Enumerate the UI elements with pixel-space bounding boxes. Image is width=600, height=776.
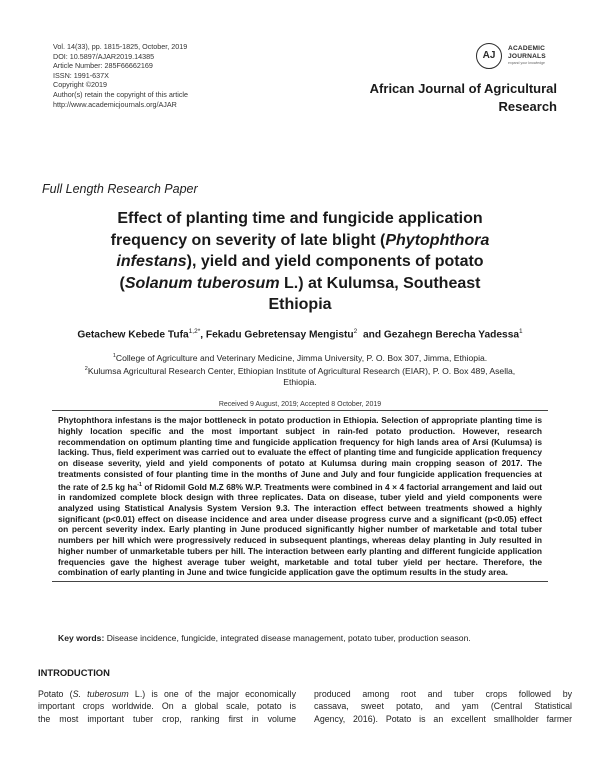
intro-column-1 — [38, 688, 296, 725]
title-species-italic: infestans — [116, 253, 187, 270]
abstract-text-part2: of Ridomil Gold M.Z 68% W.P. Treatments were combined in 4 × 4 factorial arrangement and laid out in randomized complete block design with three replicates. Data on disease, tuber yield and yield components were analyzed using Statistical Analysis System Version 9.3. The interaction effect between treatments showed a highly significant (p<0.01) effect on disease incidence and area under disease progress curve and a significant (p<0.05) effect on percent severity index. Early planting in June produced significantly higher number of marketable and total tuber numbers per hill which were progressively reduced in subsequent plantings, whereas delay planting in July resulted in higher number of unmarketable tubers per hill. The interaction between early planting and different fungicide application frequencies gave the highest average tuber weight, marketable and total tuber yield per hectare. Therefore, the combination of early planting in June and twice fungicide application gave the optimum results in the study area. — [58, 481, 542, 578]
meta-rights: Author(s) retain the copyright of this article — [53, 89, 189, 99]
intro-text: Potato ( — [38, 689, 73, 699]
paper-title — [40, 208, 560, 316]
keywords-label: Key words: — [58, 633, 105, 643]
intro-text: L.) is one of the major economically — [128, 689, 296, 699]
received-dates: Received 9 August, 2019; Accepted 8 October, 2019 — [218, 401, 382, 408]
title-line-5: Ethiopia — [268, 296, 332, 313]
logo-tagline: expand your knowledge — [508, 61, 545, 65]
journal-name-line2: Research — [498, 99, 557, 114]
meta-issn: ISSN: 1991-637X — [53, 70, 109, 80]
meta-url[interactable]: http://www.academicjournals.org/AJAR — [53, 99, 177, 109]
author-1-affil: 1,2* — [188, 328, 201, 335]
article-metadata — [53, 42, 188, 109]
paper-type: Full Length Research Paper — [42, 182, 198, 196]
intro-col2-line2: cassava, sweet potato, and yam (Central Statistical — [314, 701, 572, 712]
author-1: Getachew Kebede Tufa — [77, 329, 189, 341]
affiliations — [40, 351, 560, 388]
title-text: L.) at Kulumsa, Southeast — [279, 274, 481, 292]
affiliation-2 — [40, 364, 560, 377]
author-3-affil: 1 — [519, 328, 523, 335]
title-text: ), yield and yield components of potato — [186, 253, 484, 270]
logo-name — [508, 45, 546, 60]
journal-name-line1: African Journal of Agricultural — [369, 81, 557, 96]
meta-copyright: Copyright ©2019 — [53, 80, 108, 90]
author-2-affil: 2 — [353, 328, 358, 335]
intro-col1-line3: the most important tuber crop, ranking first in volume — [38, 713, 296, 724]
logo-name-line2: JOURNALS — [508, 52, 546, 60]
introduction-heading: INTRODUCTION — [38, 667, 110, 678]
affiliation-2-number: 2 — [84, 365, 88, 372]
affiliation-2-text: Kulumsa Agricultural Research Center, Ethiopian Institute of Agricultural Research (EIAR), P. O. Box 489, Asella, — [87, 365, 516, 376]
meta-article-number: Article Number: 285F66662169 — [53, 61, 153, 71]
abstract-unit-sup: -1 — [137, 481, 142, 488]
author-3: and Gezahegn Berecha Yadessa — [357, 329, 520, 341]
meta-volume: Vol. 14(33), pp. 1815-1825, October, 2019 — [53, 42, 188, 51]
title-species-italic: Phytophthora — [385, 231, 490, 249]
intro-column-2 — [314, 688, 572, 725]
affiliation-2-cont: Ethiopia. — [283, 376, 317, 387]
academic-journals-logo — [476, 41, 586, 75]
author-2: , Fekadu Gebretensay Mengistu — [200, 329, 354, 341]
title-species-italic: Solanum tuberosum — [124, 274, 280, 292]
title-text: ( — [119, 274, 125, 292]
abstract-text-part1: Phytophthora infestans is the major bottleneck in potato production in Ethiopia. Selection of appropriate planting time is highly location specific and the most important subject in rain-fed potato production. However, research recommendation on optimum planting time and fungicide application frequency for high lands area of Arsi (Kulumsa) is lacking. Thus, field experiment was carried out to evaluate the effect of planting time and fungicide application frequency on disease severity, yield and yield components of potato at Kulumsa during main cropping season of 2017. The treatments consisted of four planting time in the months of June and July and four fungicide application frequencies at the rate of 2.5 kg ha — [58, 415, 542, 492]
author-list — [30, 328, 570, 340]
intro-species-italic: S. tuberosum — [72, 689, 129, 699]
abstract — [52, 410, 548, 582]
keywords-text: Disease incidence, fungicide, integrated disease management, potato tuber, production season. — [104, 633, 471, 643]
title-text: frequency on severity of late blight ( — [110, 231, 386, 249]
title-line-4 — [40, 273, 560, 295]
keywords — [58, 633, 558, 643]
journal-name — [337, 80, 557, 116]
logo-name-line1: ACADEMIC — [508, 45, 546, 52]
intro-col2-line3: Agency, 2016). Potato is an excellent smallholder farmer — [314, 713, 572, 724]
aj-logo-icon: AJ — [476, 43, 502, 69]
intro-col1-line2: important crops worldwide. On a global scale, potato is — [38, 701, 296, 712]
intro-col1-line1 — [38, 688, 296, 700]
title-line-1: Effect of planting time and fungicide application — [117, 210, 483, 227]
affiliation-1-number: 1 — [112, 353, 116, 359]
affiliation-1 — [40, 351, 560, 364]
meta-doi[interactable]: DOI: 10.5897/AJAR2019.14385 — [53, 51, 155, 61]
title-line-3 — [40, 251, 560, 273]
title-line-2 — [40, 230, 560, 252]
affiliation-1-text: College of Agriculture and Veterinary Medicine, Jimma University, P. O. Box 307, Jimma, Ethiopia. — [115, 352, 488, 363]
intro-col2-line1: produced among root and tuber crops followed by — [314, 689, 572, 699]
